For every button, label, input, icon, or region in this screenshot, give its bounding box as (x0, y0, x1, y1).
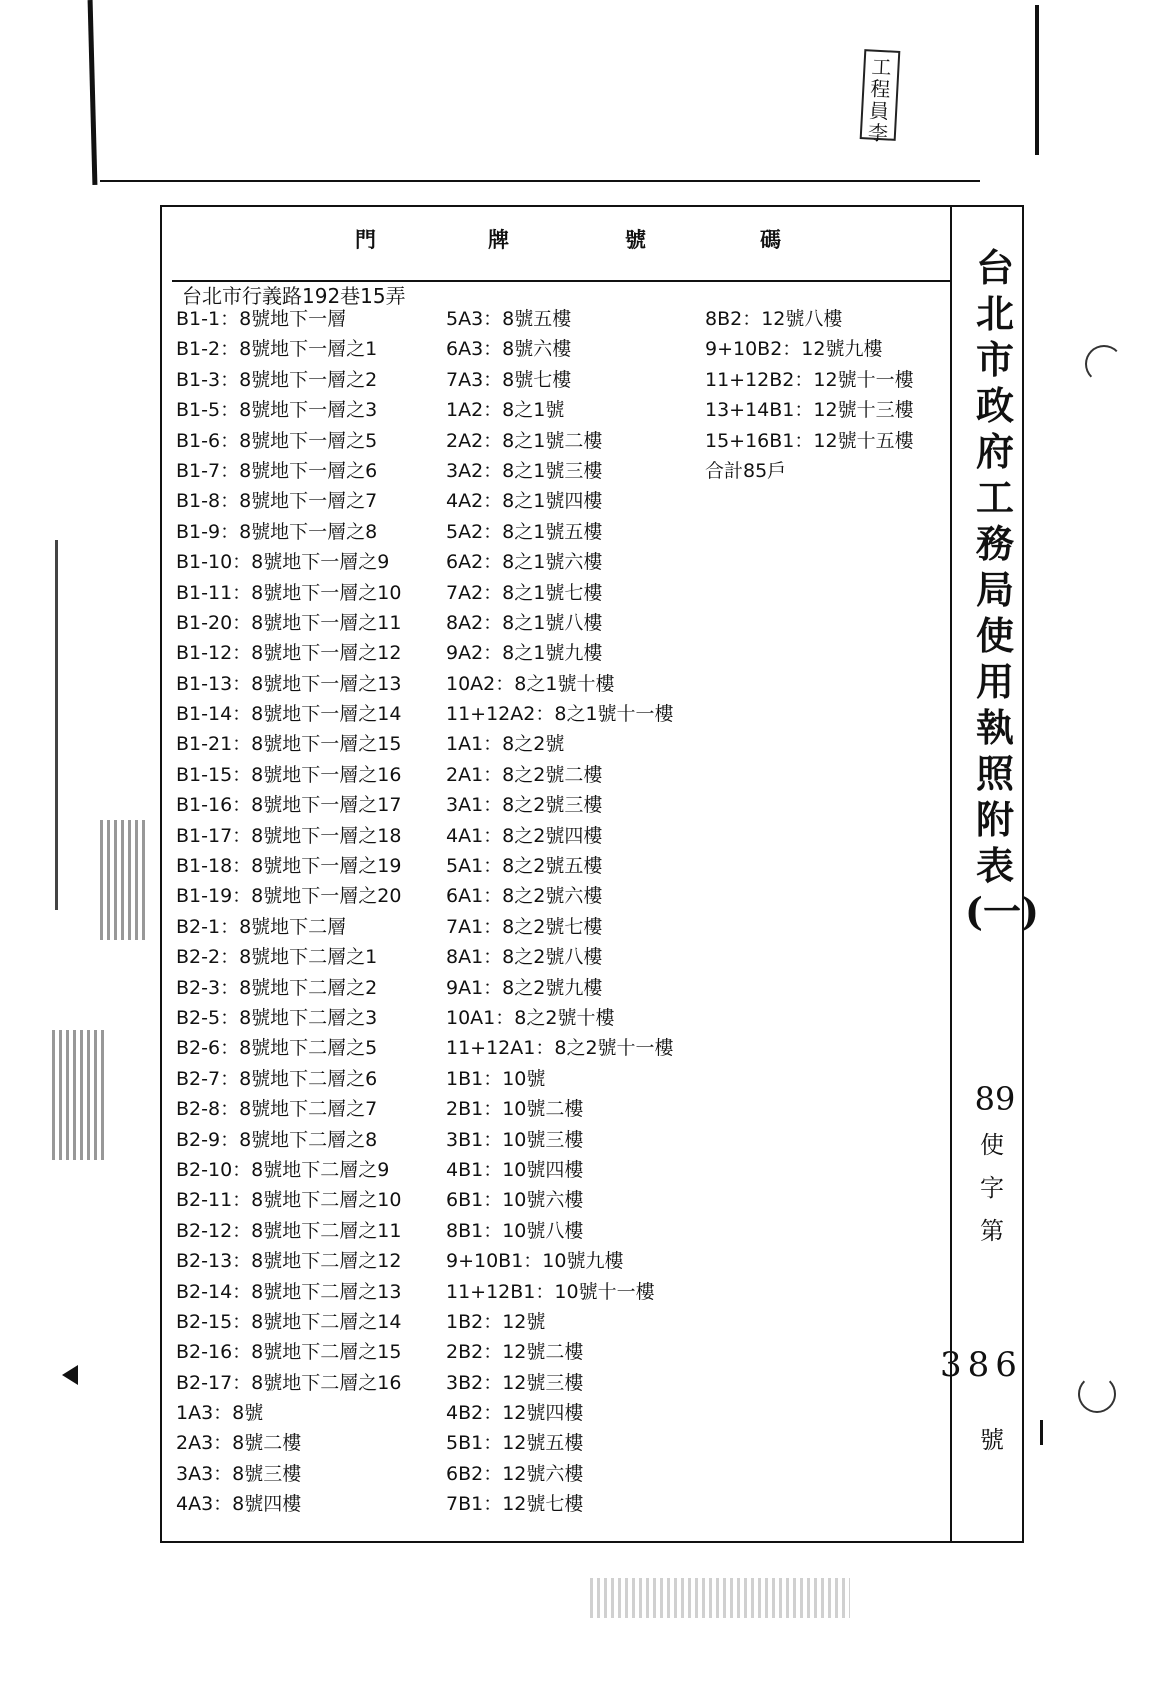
punch-hole-bottom (1078, 1375, 1116, 1413)
side-title-char: 府 (975, 429, 1014, 474)
address-entry: B2-9：8號地下二層之8 (176, 1128, 378, 1151)
side-title (965, 245, 1039, 935)
address-entry: 6A1：8之2號六樓 (446, 885, 603, 908)
address-entry: 4A2：8之1號四樓 (446, 490, 603, 513)
scan-edge-right-lower (1040, 1420, 1043, 1445)
permit-char-di: 第 (980, 1217, 1004, 1245)
address-entry: 11+12A2：8之1號十一樓 (446, 703, 674, 726)
address-entry: B1-17：8號地下一層之18 (176, 824, 402, 847)
address-entry: 2A1：8之2號二樓 (446, 763, 603, 786)
stamp-char: 程 (869, 76, 891, 102)
address-entry: 10A1：8之2號十樓 (446, 1006, 615, 1029)
scan-edge-left (88, 0, 98, 185)
scan-noise-bottom (590, 1578, 850, 1618)
address-entry: B1-18：8號地下一層之19 (176, 855, 402, 878)
address-entry: B2-1：8號地下二層 (176, 915, 347, 938)
address-entry: 1B1：10號 (446, 1067, 546, 1090)
address-entry: 4A3：8號四樓 (176, 1493, 302, 1516)
address-entry: 13+14B1：12號十三樓 (705, 399, 914, 422)
street-name: 台北市行義路192巷15弄 (182, 284, 406, 308)
side-title-char: 附 (975, 797, 1014, 842)
address-entry: B1-7：8號地下一層之6 (176, 459, 378, 482)
address-entry: 3B1：10號三樓 (446, 1128, 584, 1151)
address-entry: 2A2：8之1號二樓 (446, 429, 603, 452)
address-entry: B2-10：8號地下二層之9 (176, 1158, 390, 1181)
address-entry: B2-15：8號地下二層之14 (176, 1310, 402, 1333)
address-entry: B2-13：8號地下二層之12 (176, 1250, 402, 1273)
address-entry: B2-2：8號地下二層之1 (176, 946, 378, 969)
address-entry: 8B2：12號八樓 (705, 308, 843, 330)
seal-stamp-left-upper (100, 820, 148, 940)
address-entry: 8A2：8之1號八樓 (446, 611, 603, 634)
address-entry: 3A3：8號三樓 (176, 1462, 302, 1485)
address-entry: B2-16：8號地下二層之15 (176, 1341, 402, 1364)
address-entry: 7A2：8之1號七樓 (446, 581, 603, 604)
address-column-2 (446, 304, 674, 1520)
address-entry: B1-19：8號地下一層之20 (176, 885, 402, 908)
address-entry: B1-6：8號地下一層之5 (176, 429, 378, 452)
address-entry: 6A2：8之1號六樓 (446, 551, 603, 574)
header-label-ma: 碼 (760, 228, 781, 252)
side-title-char: 台 (975, 245, 1014, 290)
address-entry: 9+10B1：10號九樓 (446, 1250, 624, 1273)
address-entry: 1A2：8之1號 (446, 399, 565, 422)
address-entry: 8A1：8之2號八樓 (446, 946, 603, 969)
scan-edge-top (100, 180, 980, 182)
address-entry: 7A3：8號七樓 (446, 368, 572, 391)
address-entry: 4B2：12號四樓 (446, 1402, 584, 1425)
stamp-char: 李 (867, 120, 889, 146)
address-entry: 5A1：8之2號五樓 (446, 855, 603, 878)
address-entry: B2-12：8號地下二層之11 (176, 1219, 402, 1242)
address-entry: 6B2：12號六樓 (446, 1462, 584, 1485)
address-entry: B2-14：8號地下二層之13 (176, 1280, 402, 1303)
address-entry: 7B1：12號七樓 (446, 1493, 584, 1516)
address-entry: 15+16B1：12號十五樓 (705, 429, 914, 452)
address-entry: 4B1：10號四樓 (446, 1158, 584, 1181)
stamp-char: 員 (868, 98, 890, 124)
address-entry: B2-8：8號地下二層之7 (176, 1098, 378, 1121)
address-entry: 10A2：8之1號十樓 (446, 672, 615, 695)
punch-hole-top (1085, 345, 1123, 383)
side-title-char: 執 (975, 705, 1014, 750)
address-entry: B2-3：8號地下二層之2 (176, 976, 378, 999)
side-title-char: 北 (975, 291, 1014, 336)
address-entry: 11+12B2：12號十一樓 (705, 368, 914, 391)
address-entry: B1-10：8號地下一層之9 (176, 551, 390, 574)
side-title-char: 政 (975, 383, 1014, 428)
address-entry: 8B1：10號八樓 (446, 1219, 584, 1242)
side-title-char: 使 (975, 613, 1014, 658)
stamp-char: 工 (870, 54, 893, 80)
header-label-hao: 號 (625, 228, 646, 252)
address-entry: 1B2：12號 (446, 1310, 546, 1333)
seal-stamp-left-lower (52, 1030, 104, 1160)
address-entry: 11+12B1：10號十一樓 (446, 1280, 655, 1303)
header-label-men: 門 (355, 228, 376, 252)
address-entry: 1A3：8號 (176, 1402, 264, 1425)
address-entry: B1-12：8號地下一層之12 (176, 642, 402, 665)
permit-char-zi: 字 (980, 1174, 1004, 1202)
side-title-char: 工 (975, 475, 1014, 520)
address-entry: 4A1：8之2號四樓 (446, 824, 603, 847)
address-entry: 2A3：8號二樓 (176, 1432, 302, 1455)
permit-year: 89 (974, 1080, 1016, 1118)
address-entry: 2B2：12號二樓 (446, 1341, 584, 1364)
side-title-char: 用 (975, 659, 1014, 704)
side-title-char: 表 (975, 843, 1014, 888)
address-entry: B2-17：8號地下二層之16 (176, 1371, 402, 1394)
address-entry: B2-7：8號地下二層之6 (176, 1067, 378, 1090)
side-title-char: 局 (975, 567, 1014, 612)
address-entry: 1A1：8之2號 (446, 733, 565, 756)
address-entry: B1-5：8號地下一層之3 (176, 399, 378, 422)
address-entry: 3A1：8之2號三樓 (446, 794, 603, 817)
engineer-stamp (860, 49, 901, 146)
address-entry: 9A1：8之2號九樓 (446, 976, 603, 999)
address-entry: B1-21：8號地下一層之15 (176, 733, 402, 756)
address-entry: 11+12A1：8之2號十一樓 (446, 1037, 674, 1060)
side-title-char: 務 (975, 521, 1014, 566)
address-entry: B2-5：8號地下二層之3 (176, 1006, 378, 1029)
table-divider-right (950, 207, 952, 1541)
address-entry: B1-13：8號地下一層之13 (176, 672, 402, 695)
address-column-1 (176, 304, 401, 1520)
address-entry: 5A3：8號五樓 (446, 308, 572, 330)
side-title-char: (一) (965, 889, 1039, 934)
address-entry: B1-16：8號地下一層之17 (176, 794, 402, 817)
address-entry: 3B2：12號三樓 (446, 1371, 584, 1394)
address-entry: B2-6：8號地下二層之5 (176, 1037, 378, 1060)
address-column-3 (705, 304, 914, 486)
address-entry: B1-14：8號地下一層之14 (176, 703, 402, 726)
address-entry: B1-11：8號地下一層之10 (176, 581, 402, 604)
address-entry: 3A2：8之1號三樓 (446, 459, 603, 482)
scan-edge-left-bracket (55, 540, 58, 910)
address-entry: 2B1：10號二樓 (446, 1098, 584, 1121)
address-entry: 7A1：8之2號七樓 (446, 915, 603, 938)
address-entry: B1-3：8號地下一層之2 (176, 368, 378, 391)
address-entry: B1-2：8號地下一層之1 (176, 338, 378, 361)
side-title-char: 市 (975, 337, 1014, 382)
permit-suffix: 號 (980, 1426, 1004, 1454)
address-entry: 6A3：8號六樓 (446, 338, 572, 361)
address-entry: B1-8：8號地下一層之7 (176, 490, 378, 513)
address-entry: 6B1：10號六樓 (446, 1189, 584, 1212)
scan-edge-right (1035, 5, 1039, 155)
address-entry: 合計85戶 (705, 459, 787, 482)
header-label-pai: 牌 (488, 228, 509, 252)
address-entry: B1-15：8號地下一層之16 (176, 763, 402, 786)
address-entry: 5A2：8之1號五樓 (446, 520, 603, 543)
address-entry: 9A2：8之1號九樓 (446, 642, 603, 665)
side-title-char: 照 (975, 751, 1014, 796)
address-entry: B1-20：8號地下一層之11 (176, 611, 402, 634)
address-entry: B2-11：8號地下二層之10 (176, 1189, 402, 1212)
arrow-mark (62, 1365, 78, 1385)
address-entry: 9+10B2：12號九樓 (705, 338, 883, 361)
permit-char-shi: 使 (980, 1131, 1004, 1159)
address-entry: 5B1：12號五樓 (446, 1432, 584, 1455)
permit-serial: 386 (940, 1345, 1023, 1385)
address-entry: B1-9：8號地下一層之8 (176, 520, 378, 543)
address-entry: B1-1：8號地下一層 (176, 308, 347, 330)
